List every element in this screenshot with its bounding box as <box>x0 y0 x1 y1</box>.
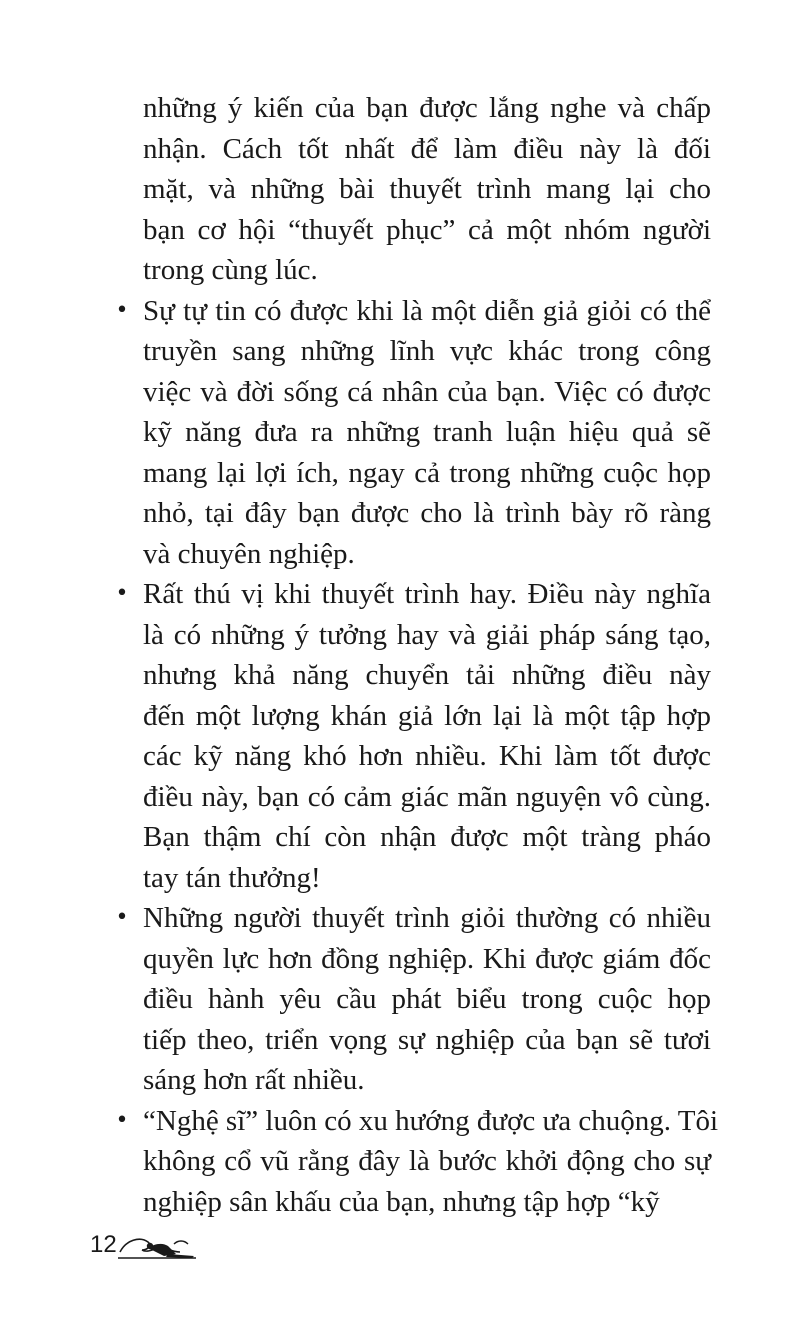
text-line <box>0 129 800 170</box>
text-line <box>0 817 800 858</box>
text-line <box>0 898 800 939</box>
line-text: việc và đời sống cá nhân của bạn. Việc có được <box>143 375 711 408</box>
text-line <box>0 574 800 615</box>
text-line <box>0 1141 800 1182</box>
text-line <box>0 453 800 494</box>
line-text: “Nghệ sĩ” luôn có xu hướng được ưa chuộng. Tôi <box>143 1104 719 1137</box>
line-text: quyền lực hơn đồng nghiệp. Khi được giám đốc <box>143 942 711 975</box>
text-line <box>0 1182 800 1223</box>
paragraph <box>0 1101 800 1223</box>
text-line <box>0 777 800 818</box>
bullet-icon: • <box>115 581 129 606</box>
page-number: 12 <box>90 1231 117 1258</box>
line-text: bạn cơ hội “thuyết phục” cả một nhóm người <box>143 213 711 246</box>
line-text: điều hành yêu cầu phát biểu trong cuộc họp <box>143 983 711 1015</box>
line-text: đến một lượng khán giả lớn lại là một tập hợp <box>143 699 711 732</box>
line-text: Rất thú vị khi thuyết trình hay. Điều này nghĩa <box>143 578 711 610</box>
line-text: là có những ý tưởng hay và giải pháp sáng tạo, <box>143 618 711 651</box>
text-line <box>0 615 800 656</box>
text-line <box>0 655 800 696</box>
paragraph <box>0 291 800 575</box>
text-line <box>0 534 800 575</box>
line-text: nhỏ, tại đây bạn được cho là trình bày rõ ràng <box>143 497 711 529</box>
line-text: không cổ vũ rằng đây là bước khởi động cho sự <box>143 1145 711 1177</box>
line-text: những ý kiến của bạn được lắng nghe và chấp <box>143 92 711 124</box>
bullet-icon: • <box>115 1107 129 1133</box>
text-line <box>0 1020 800 1061</box>
line-text: nhận. Cách tốt nhất để làm điều này là đối <box>143 132 711 165</box>
text-line <box>0 88 800 129</box>
page-footer <box>90 1228 290 1268</box>
line-text: kỹ năng đưa ra những tranh luận hiệu quả sẽ <box>143 416 711 448</box>
text-line <box>0 736 800 777</box>
line-text: mang lại lợi ích, ngay cả trong những cuộc họp <box>143 456 711 489</box>
text-line <box>0 250 800 291</box>
line-text: sáng hơn rất nhiều. <box>143 1064 365 1096</box>
line-text: Sự tự tin có được khi là một diễn giả giỏi có thể <box>143 294 711 327</box>
paragraph <box>0 898 800 1101</box>
line-text: tay tán thưởng! <box>143 861 321 894</box>
bullet-icon: • <box>115 905 129 930</box>
line-text: các kỹ năng khó hơn nhiều. Khi làm tốt được <box>143 740 711 772</box>
text-line <box>0 696 800 737</box>
paragraph <box>0 574 800 898</box>
text-line <box>0 210 800 251</box>
line-text: Những người thuyết trình giỏi thường có nhiều <box>143 902 711 934</box>
line-text: Bạn thậm chí còn nhận được một tràng pháo <box>143 821 711 853</box>
reclining-figure-icon <box>118 1230 198 1262</box>
text-line <box>0 1060 800 1101</box>
bullet-icon: • <box>115 297 129 323</box>
line-text: truyền sang những lĩnh vực khác trong công <box>143 335 711 367</box>
line-text: mặt, và những bài thuyết trình mang lại cho <box>143 173 711 205</box>
paragraph <box>0 88 800 291</box>
text-line <box>0 291 800 332</box>
text-line <box>0 331 800 372</box>
line-text: nhưng khả năng chuyển tải những điều này <box>143 659 711 691</box>
text-line <box>0 858 800 899</box>
text-line <box>0 372 800 413</box>
body-text <box>0 88 800 1222</box>
text-line <box>0 939 800 980</box>
text-line <box>0 1101 800 1142</box>
line-text: nghiệp sân khấu của bạn, nhưng tập hợp “kỹ <box>143 1185 660 1218</box>
text-line <box>0 493 800 534</box>
line-text: trong cùng lúc. <box>143 254 318 286</box>
line-text: điều này, bạn có cảm giác mãn nguyện vô cùng. <box>143 780 711 813</box>
text-line <box>0 979 800 1020</box>
text-line <box>0 169 800 210</box>
text-line <box>0 412 800 453</box>
line-text: và chuyên nghiệp. <box>143 537 355 570</box>
line-text: tiếp theo, triển vọng sự nghiệp của bạn sẽ tươi <box>143 1023 711 1056</box>
